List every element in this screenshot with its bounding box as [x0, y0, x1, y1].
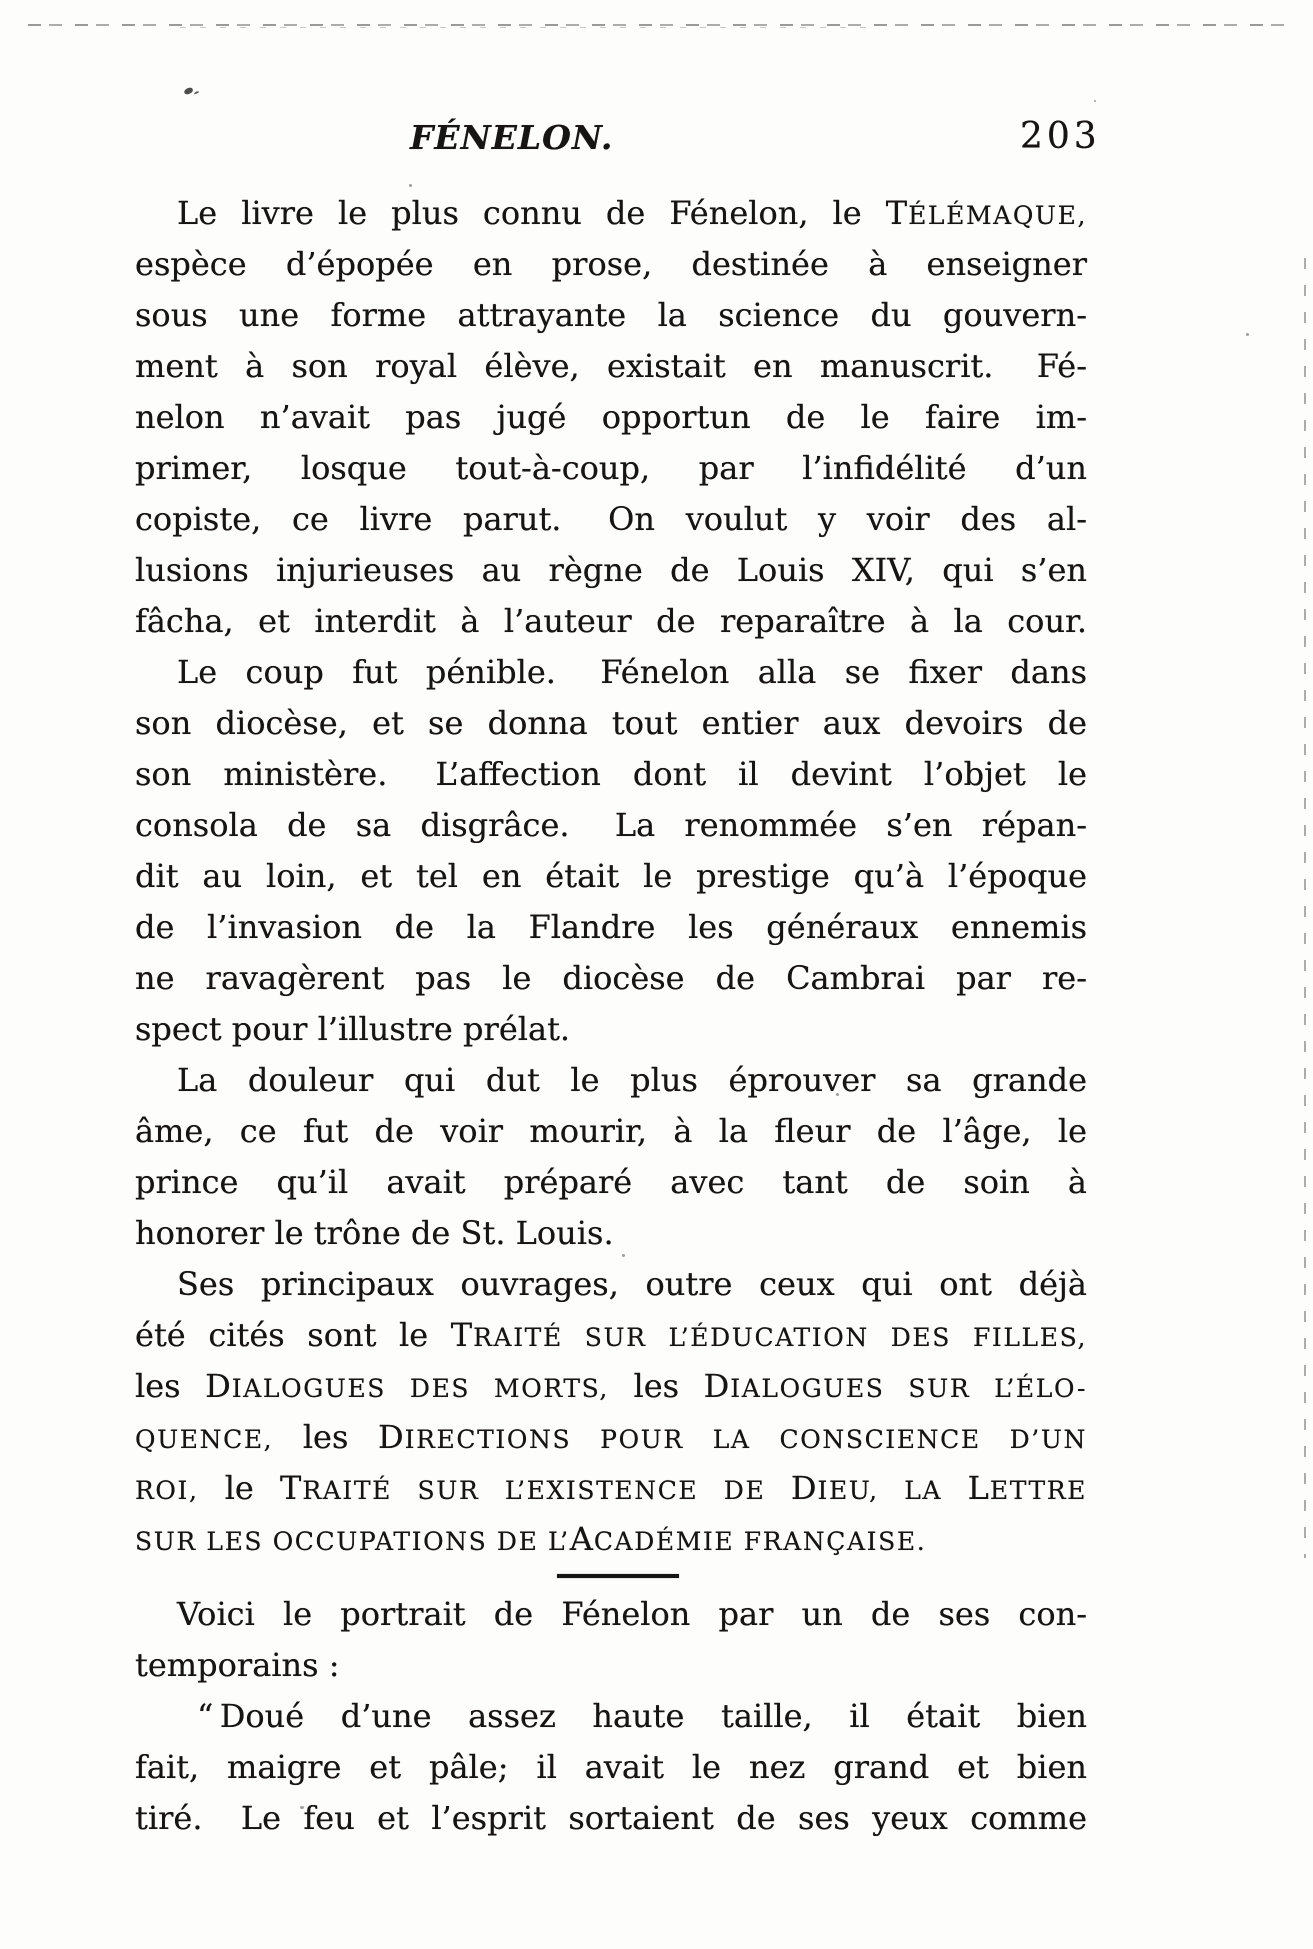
smallcaps-segment: D	[703, 1367, 731, 1405]
paragraph	[135, 1691, 1087, 1844]
text-segment: lusions injurieuses au règne de Louis XIV, qui s’en	[135, 551, 1087, 589]
text-segment: spect pour l’illustre prélat.	[135, 1010, 571, 1048]
text-segment: copiste, ce livre parut. On voulut y voir des al-	[135, 500, 1087, 538]
text-segment: son ministère. L’affection dont il devint l’objet le	[135, 755, 1087, 793]
text-segment: primer, losque tout-à-coup, par l’infidélité d’un	[135, 449, 1087, 487]
text-line	[135, 953, 1087, 1004]
text-segment: les	[608, 1367, 704, 1405]
text-segment: âme, ce fut de voir mourir, à la fleur de l’âge, le	[135, 1112, 1087, 1150]
smallcaps-segment: ETTRE	[989, 1476, 1088, 1505]
text-segment: espèce d’épopée en prose, destinée à enseigner	[135, 245, 1087, 283]
text-segment: ne ravagèrent pas le diocèse de Cambrai par re-	[135, 959, 1087, 997]
text-segment: sous une forme attrayante la science du gouvern-	[135, 296, 1087, 334]
smallcaps-segment: ÉLÉMAQUE,	[908, 201, 1087, 230]
text-line	[135, 596, 1087, 647]
text-segment: temporains :	[135, 1646, 340, 1684]
ink-dot	[409, 184, 412, 187]
text-block	[135, 188, 1087, 1844]
text-line	[135, 1412, 1087, 1463]
text-line	[135, 851, 1087, 902]
text-line	[135, 1259, 1087, 1310]
text-line	[135, 1310, 1087, 1361]
text-line	[135, 1208, 1087, 1259]
text-segment: Le livre le plus connu de Fénelon, le	[177, 194, 886, 232]
text-segment: honorer le trône de St. Louis.	[135, 1214, 614, 1252]
text-segment: fait, maigre et pâle; il avait le nez grand et bien	[135, 1748, 1087, 1786]
smallcaps-segment: SUR LES OCCUPATIONS DE L’	[135, 1527, 570, 1556]
smallcaps-segment: L	[967, 1469, 990, 1507]
text-line	[135, 1589, 1087, 1640]
page-number: 203	[1020, 116, 1101, 157]
text-line	[135, 392, 1087, 443]
text-line	[135, 1793, 1087, 1844]
text-line	[135, 1463, 1087, 1514]
smallcaps-segment: D	[205, 1367, 232, 1405]
text-line	[135, 1514, 1087, 1565]
smallcaps-segment: IRECTIONS POUR LA CONSCIENCE D’UN	[404, 1425, 1087, 1454]
text-line	[135, 698, 1087, 749]
text-line	[135, 239, 1087, 290]
text-segment: Ses principaux ouvrages, outre ceux qui ont déjà	[177, 1265, 1087, 1303]
ink-dot	[1094, 100, 1096, 102]
text-segment: nelon n’avait pas jugé opportun de le faire im-	[135, 398, 1087, 436]
smallcaps-segment: T	[280, 1469, 303, 1507]
paragraph	[135, 1055, 1087, 1259]
smallcaps-segment: ROI,	[135, 1476, 199, 1505]
text-segment: ment à son royal élève, existait en manuscrit. Fé-	[135, 347, 1087, 385]
text-segment: les	[135, 1367, 206, 1405]
text-segment: le	[198, 1469, 281, 1507]
text-line	[135, 749, 1087, 800]
smallcaps-segment: A	[569, 1520, 594, 1558]
text-line	[135, 800, 1087, 851]
ink-dot	[1246, 333, 1249, 336]
running-title: FÉNELON.	[410, 118, 614, 157]
text-line	[135, 1691, 1087, 1742]
text-segment: de l’invasion de la Flandre les généraux ennemis	[135, 908, 1087, 946]
text-segment: “ Doué d’une assez haute taille, il était bien	[197, 1697, 1087, 1735]
text-segment: La douleur qui dut le plus éprouver sa grande	[177, 1061, 1087, 1099]
text-line	[135, 1055, 1087, 1106]
text-segment: dit au loin, et tel en était le prestige qu’à l’époque	[135, 857, 1087, 895]
scan-artifact-right-edge	[1304, 258, 1306, 1558]
smallcaps-segment: D	[790, 1469, 818, 1507]
ink-speck	[183, 87, 193, 95]
paragraph	[135, 647, 1087, 1055]
text-line	[135, 902, 1087, 953]
smallcaps-segment: RAITÉ SUR L’ÉDUCATION DES FILLES,	[473, 1323, 1087, 1352]
text-line	[135, 1106, 1087, 1157]
paragraph	[135, 188, 1087, 647]
smallcaps-segment: QUENCE,	[135, 1425, 274, 1454]
paragraph	[135, 1259, 1087, 1565]
text-line	[135, 494, 1087, 545]
smallcaps-segment: T	[885, 194, 909, 232]
scan-artifact-top-edge	[28, 24, 1290, 26]
text-segment: son diocèse, et se donna tout entier aux devoirs de	[135, 704, 1087, 742]
text-line	[135, 545, 1087, 596]
smallcaps-segment: D	[378, 1418, 405, 1456]
smallcaps-segment: IALOGUES SUR L’ÉLO-	[730, 1374, 1088, 1403]
text-line	[135, 290, 1087, 341]
text-segment: tiré. Le feu et l’esprit sortaient de ses yeux comme	[135, 1799, 1087, 1837]
smallcaps-segment: T	[450, 1316, 474, 1354]
text-line	[135, 443, 1087, 494]
text-segment: fâcha, et interdit à l’auteur de reparaître à la cour.	[135, 602, 1087, 640]
text-segment: Le coup fut pénible. Fénelon alla se fixer dans	[177, 653, 1087, 691]
text-segment: été cités sont le	[135, 1316, 451, 1354]
text-segment: Voici le portrait de Fénelon par un de ses con-	[177, 1595, 1087, 1633]
text-line	[135, 1361, 1087, 1412]
smallcaps-segment: IALOGUES DES MORTS,	[231, 1374, 609, 1403]
smallcaps-segment: CADÉMIE FRANÇAISE.	[593, 1527, 927, 1556]
text-line	[135, 341, 1087, 392]
text-line	[135, 188, 1087, 239]
text-segment: consola de sa disgrâce. La renommée s’en répan-	[135, 806, 1087, 844]
text-line	[135, 1004, 1087, 1055]
paragraph	[135, 1589, 1087, 1691]
scan-artifact-top-edge	[180, 27, 880, 28]
section-divider	[557, 1574, 679, 1578]
text-line	[135, 647, 1087, 698]
text-line	[135, 1640, 1087, 1691]
text-line	[135, 1157, 1087, 1208]
text-segment: prince qu’il avait préparé avec tant de soin à	[135, 1163, 1087, 1201]
text-line	[135, 1742, 1087, 1793]
smallcaps-segment: IEU, LA	[817, 1476, 968, 1505]
smallcaps-segment: RAITÉ SUR L’EXISTENCE DE	[302, 1476, 791, 1505]
text-segment: les	[273, 1418, 378, 1456]
